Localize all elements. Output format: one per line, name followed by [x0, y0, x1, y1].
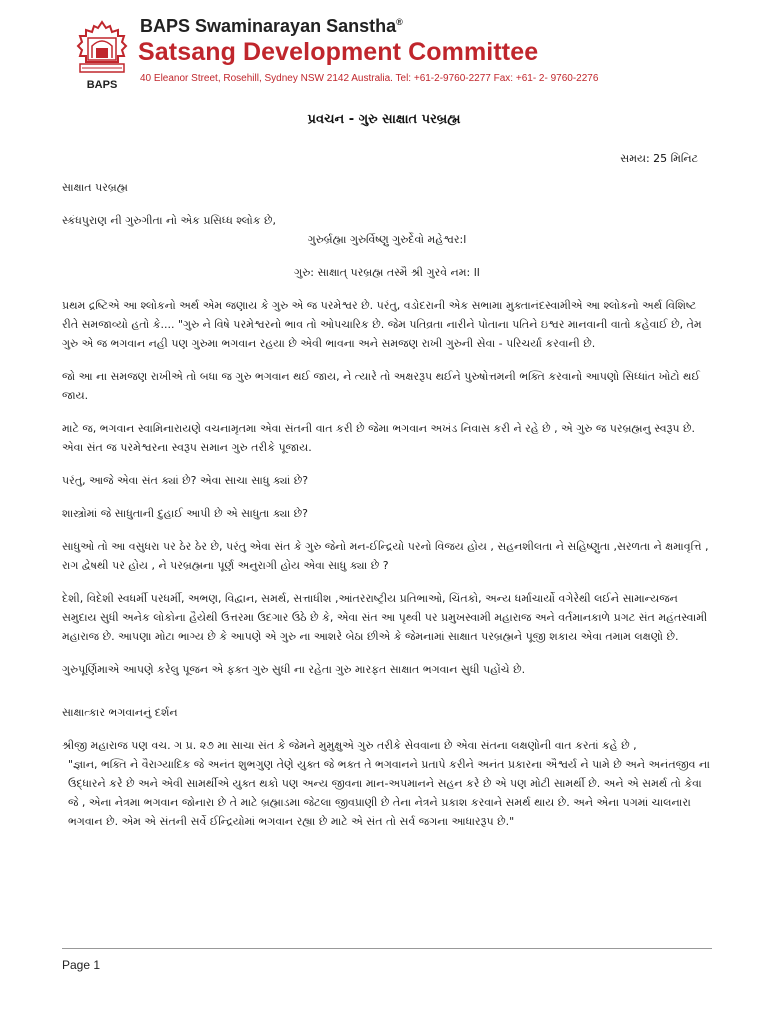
page-number: Page 1: [62, 958, 101, 972]
paragraph-7: દેશી, વિદેશી સ્વધર્મી પરધર્મી, અભણ, વિદ્વાન, સમર્થ, સત્તાધીશ ,આંતરરાષ્ટ્રીય પ્રતિભાઓ, ચિંતકો, અન્ય ધર્માચાર્યો વગેરેથી લઈને સામાન્યજન સમુદાય સુધી અનેક લોકોના હૈયેથી ઉત્તરમા ઉદગાર ઉઠે છે કે, એવા સંત આ પૃથ્વી પર પ્રમુખસ્વામી મહારાજ અને વર્તમાનકાળે પ્રગટ સંત મહંતસ્વામી મહારાજ છે. આપણા મોટા ભાગ્ય છે કે આપણે એ ગુરુ ના આશરે બેઠા છીએ કે જેમનામાં સાક્ષાત પરબ્રહ્મને પૂજી શકાય એવા તમામ લક્ષણો છે.: [62, 592, 708, 643]
section-heading-1: સાક્ષાત પરબ્રહ્મ: [62, 181, 128, 194]
paragraph-9-quote: "જ્ઞાન, ભક્તિ ને વૈરાગ્યાદિક જે અનંત શુભગુણ તેણે યુક્ત જે ભક્ત તે ભગવાનને પ્રતાપે કરીને અનંત પ્રકારના ઐશ્વર્ય ને પામે છે અને અનંતજીવ ના ઉદ્ધારને કરે છે અને એવી સામર્થીએ યુક્ત થકો પણ અન્ય જીવના માન-અપમાનને સહન કરે છે એ પણ મોટી સામર્થી છે. અને એ સમર્થ તો કેવા જે , એના નેત્રમા ભગવાન જોનારા છે તે માટે બ્રહ્માડમા જેટલા જીવપ્રાણી છે તેના નેત્રને પ્રકાશ કરવાને સમર્થ થાય છે. અને એના પગમાં ચાલનારા ભગવાન છે. એમ એ સંતની સર્વે ઈન્દ્રિયોમાં ભગવાન રહ્યા છે માટે એ સંત તો સર્વ જગના આધારરૂપ છે.": [68, 758, 710, 828]
org-name: [140, 16, 403, 37]
letterhead: [0, 0, 768, 100]
section-heading-2: સાક્ષાત્કાર ભગવાનનું દર્શન: [62, 706, 178, 719]
baps-logo: [74, 20, 130, 94]
paragraph-1: પ્રથમ દ્રષ્ટિએ આ શ્લોકનો અર્થ એમ જણાય કે ગુરુ એ જ પરમેશ્વર છે. પરંતુ, વડોદરાની એક સભામા મુક્તાનંદસ્વામીએ આ શ્લોકનો અર્થ વિશિષ્ટ રીતે સમજાવ્યો હતો કે.... "ગુરુ ને વિષે પરમેશ્વરનો ભાવ તો ઓપચારિક છે. જેમ પતિવ્રતા નારીને પોતાના પતિને ઇશ્વર માનવાની વાતો કહેવાઈ છે, તેમ ગુરુ એ જ ભગવાન નહી પણ ગુરુમા ભગવાન રહયા છે એવી ભાવના અને સમજણ રાખી ગુરુની સેવા - પરિચર્યા કરવાની છે.: [62, 299, 702, 350]
verse-line-1: ગુરુર્બ્રહ્મા ગુરુર્વિષ્ણુ ગુરુર્દેવો મહેશ્વર:l: [307, 233, 467, 246]
verse-line-2: ગુરુ: સાક્ષાત્ પરબ્રહ્મ તસ્મૈ શ્રી ગુરવે નમ: ll: [294, 266, 480, 279]
document-body: [62, 178, 712, 831]
org-name-text: BAPS Swaminarayan Sanstha: [140, 16, 397, 36]
committee-title: Satsang Development Committee: [138, 38, 539, 66]
address-line: 40 Eleanor Street, Rosehill, Sydney NSW 2142 Australia. Tel: +61-2-9760-2277 Fax: +61- 2- 9760-2276: [140, 73, 599, 84]
paragraph-6: સાધુઓ તો આ વસુધરા પર ઠેર ઠેર છે, પરંતુ એવા સંત કે ગુરુ જેનો મન-ઈન્દ્રિયો પરનો વિજય હોય , સહનશીલતા ને સહિષ્ણુતા ,સરળતા ને ક્ષમાવૃત્તિ , રાગ દ્વેષથી પર હોય , ને પરબ્રહ્મના પૂર્ણ અનુરાગી હોય એવા સાધુ ક્યા છે ?: [62, 540, 709, 572]
footer-divider: [62, 948, 712, 949]
paragraph-4: પરંતુ, આજે એવા સંત ક્યાં છે? એવા સાચા સાધુ ક્યાં છે?: [62, 474, 309, 487]
duration-label: સમય: 25 મિનિટ: [620, 152, 698, 165]
intro-line: સ્કંધપુરાણ ની ગુરુગીતા નો એક પ્રસિધ્ધ શ્લોક છે,: [62, 214, 276, 227]
paragraph-3: માટે જ, ભગવાન સ્વામિનારાયણે વચનામૃતમા એવા સંતની વાત કરી છે જેમા ભગવાન અખંડ નિવાસ કરી ને રહે છે , એ ગુરુ જ પરબ્રહ્મનુ સ્વરૂપ છે. એવા સંત જ પરમેશ્વરના સ્વરૂપ સમાન ગુરુ તરીકે પૂજાય.: [62, 422, 696, 454]
logo-text: BAPS: [86, 79, 118, 91]
paragraph-2: જો આ ના સમજણ રાખીએ તો બધા જ ગુરુ ભગવાન થઈ જાય, ને ત્યારે તો અક્ષરરૂપ થઈને પુરુષોત્તમની ભક્તિ કરવાનો આપણો સિધ્ધાંત ખોટો થઈ જાય.: [62, 370, 700, 402]
document-title: પ્રવચન - ગુરુ સાક્ષાત પરબ્રહ્મ: [307, 112, 461, 127]
paragraph-9-intro: શ્રીજી મહારાજ પણ વચ. ગ પ્ર. ૨૭ મા સાચા સંત કે જેમને મુમુક્ષુએ ગુરુ તરીકે સેવવાના છે એવા સંતના લક્ષણોની વાત કરતાં કહે છે ,: [62, 739, 637, 752]
paragraph-5: શાસ્ત્રોમાં જે સાધુતાની દુહાઈ આપી છે એ સાધુતા ક્યા છે?: [62, 507, 309, 520]
registered-mark: ®: [396, 17, 403, 27]
paragraph-8: ગુરુપૂર્ણિમાએ આપણે કરેલુ પૂજન એ ફક્ત ગુરુ સુધી ના રહેતા ગુરુ મારફત સાક્ષાત ભગવાન સુધી પહોંચે છે.: [62, 663, 526, 676]
